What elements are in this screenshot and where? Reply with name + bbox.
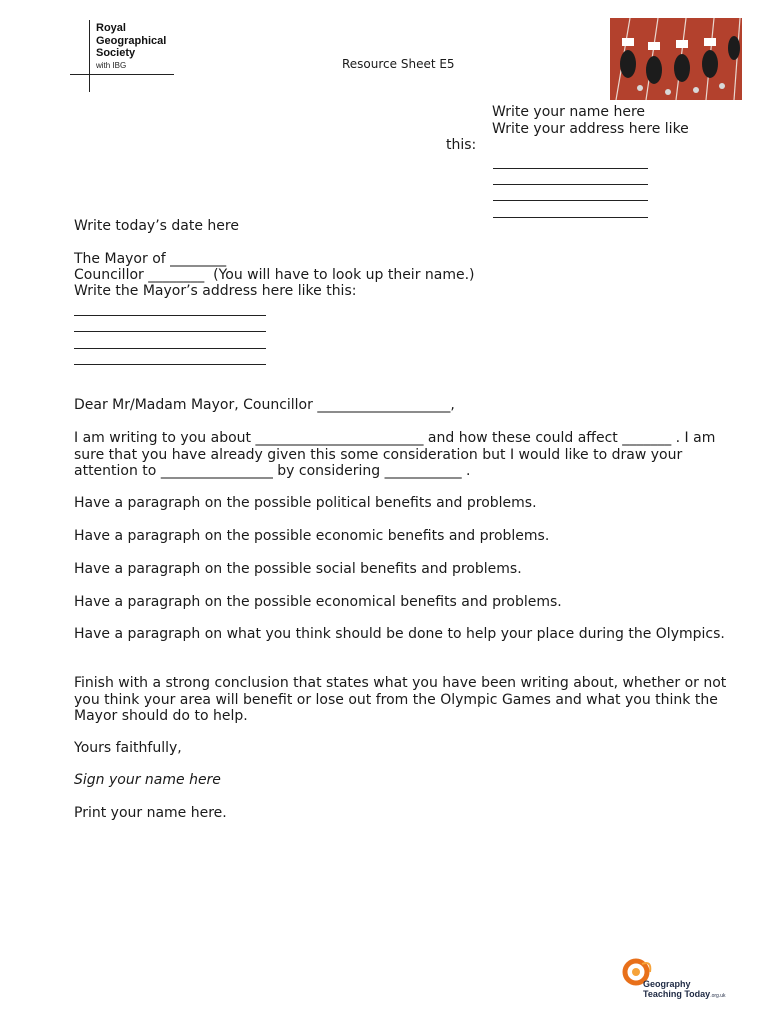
gtt-logo-line1: Geography <box>643 979 691 989</box>
paragraph-conclusion: Finish with a strong conclusion that states what you have been writing about, whether or not you think your area will benefit or lose out from the Olympic Games and what you think the Mayor should do to help. <box>74 675 727 724</box>
gtt-logo-line2-main: Teaching Today <box>643 989 711 999</box>
rgs-logo-line3: Society <box>96 47 136 59</box>
sprinters-photo <box>610 18 742 100</box>
mayor-address-rule <box>74 315 266 316</box>
sender-address-line: Write your address here like <box>492 120 689 137</box>
mayor-address-rule <box>74 364 266 365</box>
paragraph-help: Have a paragraph on what you think should be done to help your place during the Olympics. <box>74 626 725 642</box>
logo-horizontal-line <box>70 74 174 75</box>
mayor-line: The Mayor of ________ <box>74 251 227 267</box>
closing: Yours faithfully, <box>74 740 182 756</box>
sprinters-illustration <box>610 18 742 100</box>
mayor-address-rule <box>74 331 266 332</box>
paragraph-economic: Have a paragraph on the possible economic benefits and problems. <box>74 528 550 544</box>
sender-address-line-end: this: <box>446 137 477 153</box>
mayor-address-line: Write the Mayor’s address here like this: <box>74 283 357 299</box>
rgs-logo-line2: Geographical <box>96 34 167 47</box>
print-line: Print your name here. <box>74 805 227 821</box>
sender-name-line: Write your name here <box>492 104 646 120</box>
councillor-line: Councillor ________ (You will have to look up their name.) <box>74 267 475 283</box>
intro-paragraph: I am writing to you about ________________________ and how these could affect _______ . I am sure that you have already given this some consideration but I would like to draw your attention to ________________ by considering ___________ . <box>74 430 716 479</box>
sender-address-rule <box>493 184 648 185</box>
date-line: Write today’s date here <box>74 218 239 234</box>
salutation: Dear Mr/Madam Mayor, Councillor ___________________, <box>74 397 455 413</box>
sign-line: Sign your name here <box>74 772 221 788</box>
sender-block <box>492 104 722 137</box>
sheet-title: Resource Sheet E5 <box>342 57 455 71</box>
paragraph-political: Have a paragraph on the possible political benefits and problems. <box>74 495 537 511</box>
rgs-logo-line1: Royal <box>96 22 126 34</box>
paragraph-economical: Have a paragraph on the possible economical benefits and problems. <box>74 594 562 610</box>
sender-address-rule <box>493 200 648 201</box>
gtt-logo-suffix: .org.uk <box>710 993 726 999</box>
mayor-address-rule <box>74 348 266 349</box>
paragraph-social: Have a paragraph on the possible social benefits and problems. <box>74 561 522 577</box>
sender-address-rule <box>493 168 648 169</box>
rgs-logo <box>96 22 166 60</box>
logo-vertical-line <box>89 20 90 92</box>
gtt-logo-text <box>643 979 725 1001</box>
rgs-logo-subtitle: with IBG <box>96 61 127 70</box>
gtt-logo-line2 <box>643 989 725 1001</box>
